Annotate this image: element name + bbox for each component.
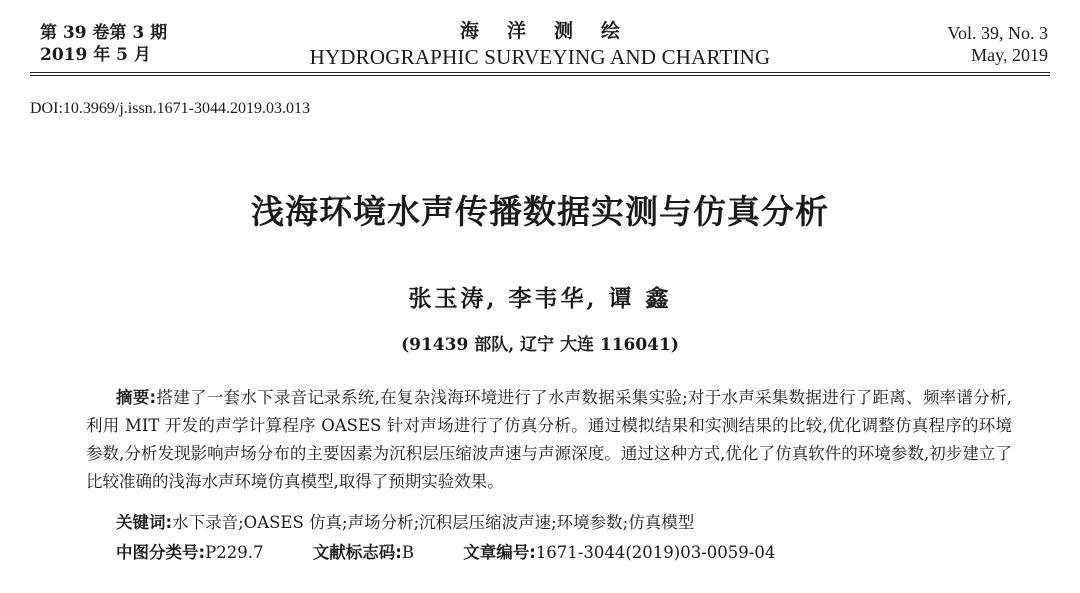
clc-number [116, 540, 263, 566]
header-journal-name [30, 20, 1050, 70]
keywords [116, 510, 1012, 536]
journal-header [30, 18, 1050, 76]
abstract-text: 搭建了一套水下录音记录系统,在复杂浅海环境进行了水声数据采集实验;对于水声采集数据进行了距离、频率谱分析,利用 MIT 开发的声学计算程序 OASES 针对声场进行了仿真分析。通过模拟结果和实测结果的比较,优化调整仿真程序的环境参数,分析发现影响声场分布的主要因素为沉积层压缩波声速与声源深度。通过这种方式,优化了仿真软件的环境参数,初步建立了比较准确的浅海水声环境仿真模型,取得了预期实验效果。 [86, 388, 1012, 491]
abstract-label: 摘要: [116, 388, 157, 407]
header-date-line: 2019 年 5 月 [40, 45, 151, 65]
author-affiliation: (91439 部队, 辽宁 大连 116041) [401, 335, 679, 355]
header-rule [30, 72, 1050, 76]
document-code [313, 540, 414, 566]
doi: DOI:10.3969/j.issn.1671-3044.2019.03.013 [30, 100, 310, 117]
journal-name-cn: 海洋测绘 [459, 20, 648, 42]
classification-line [116, 540, 1020, 566]
header-issue-line: 第 39 卷第 3 期 [40, 23, 168, 43]
keywords-label: 关键词: [116, 513, 173, 532]
article-number [463, 540, 775, 566]
clc-label: 中图分类号: [116, 543, 206, 562]
journal-name-en: HYDROGRAPHIC SURVEYING AND CHARTING [309, 45, 771, 69]
article-number-value: 1671-3044(2019)03-0059-04 [535, 543, 776, 562]
header-volume-line: Vol. 39, No. 3 [947, 23, 1048, 43]
paper-title: 浅海环境水声传播数据实测与仿真分析 [251, 192, 829, 231]
keywords-text: 水下录音;OASES 仿真;声场分析;沉积层压缩波声速;环境参数;仿真模型 [172, 513, 695, 532]
abstract [86, 384, 1012, 496]
header-month-line: May, 2019 [971, 45, 1048, 65]
article-number-label: 文章编号: [463, 543, 536, 562]
document-code-value: B [401, 543, 414, 562]
paper-authors: 张玉涛, 李韦华, 谭 鑫 [408, 285, 672, 312]
header-issue-en [947, 22, 1048, 66]
document-code-label: 文献标志码: [312, 543, 402, 562]
clc-value: P229.7 [205, 543, 264, 562]
